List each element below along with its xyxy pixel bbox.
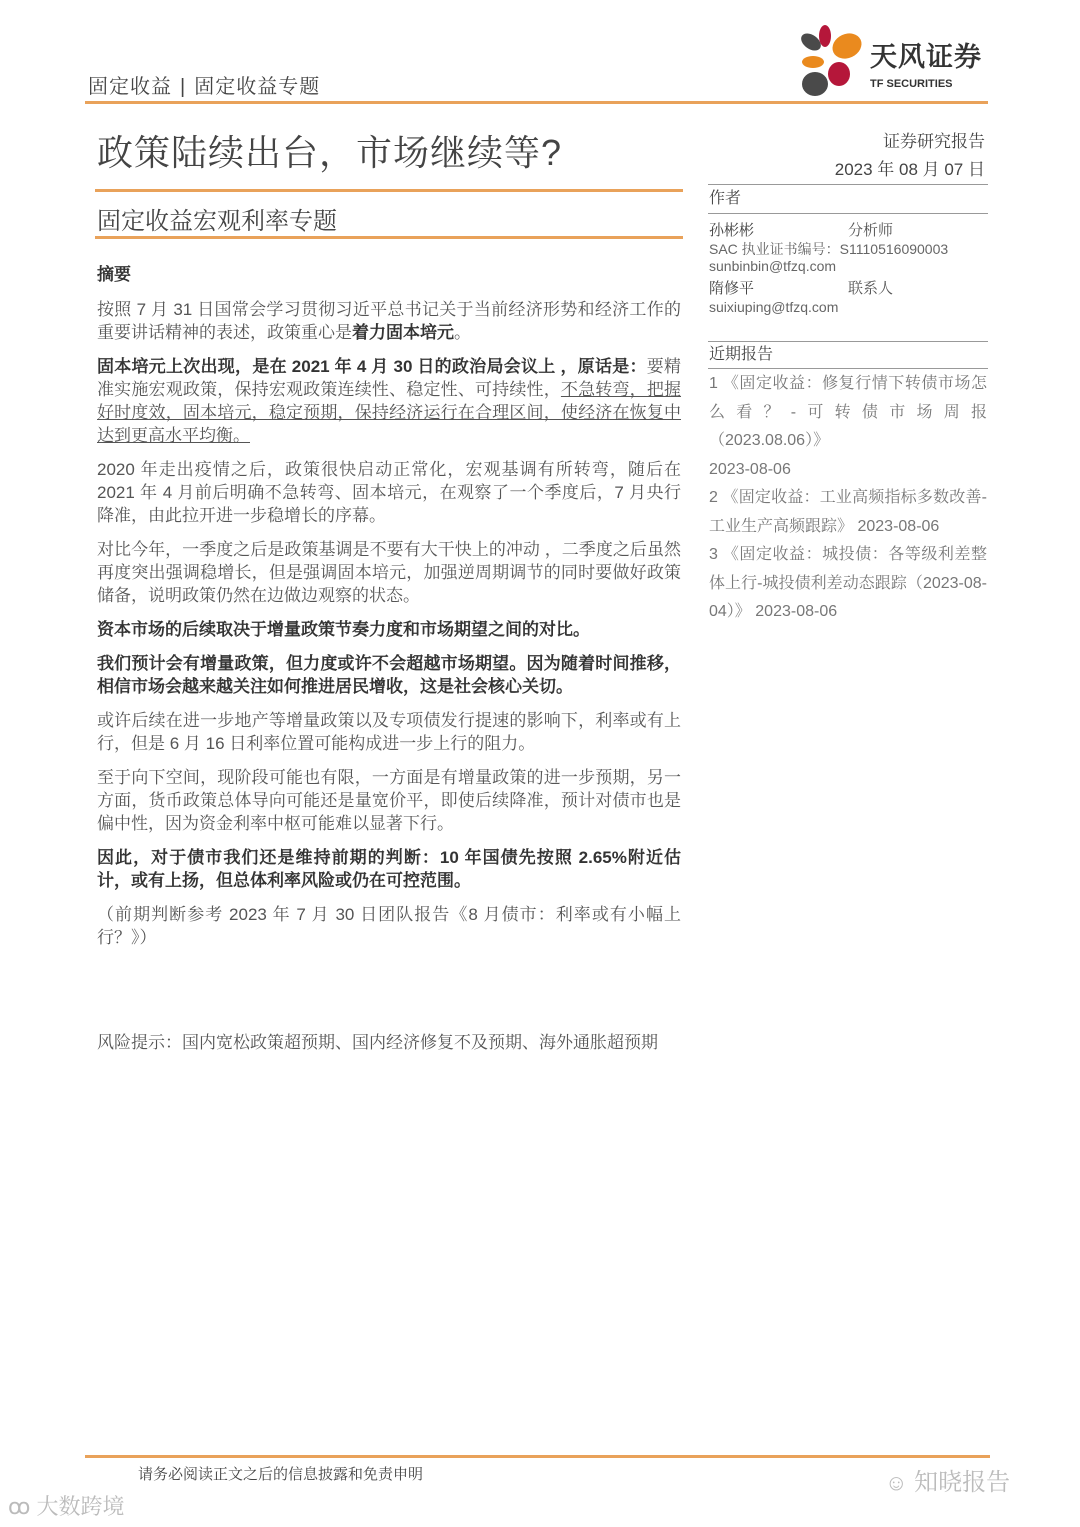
subtitle-divider	[95, 236, 683, 239]
author-cert: SAC 执业证书编号：S1110516090003	[709, 241, 949, 257]
text: 要精准实施宏观政策，保持宏观政策连续性、稳定性、可持续性，	[97, 357, 682, 399]
recent-report-title[interactable]: 2 《固定收益：工业高频指标多数改善-工业生产高频跟踪》	[709, 489, 987, 535]
authors-list	[709, 220, 989, 316]
authors-heading: 作者	[709, 190, 742, 207]
divider	[708, 368, 988, 369]
recent-report-item[interactable]	[709, 370, 987, 484]
author-role: 联系人	[848, 280, 894, 297]
author-email[interactable]: sunbinbin@tfzq.com	[709, 258, 837, 274]
recent-reports-heading: 近期报告	[709, 346, 774, 363]
text-emphasis: 固本培元上次出现，是在 2021 年 4 月 30 日的政治局会议上 ，原话是：	[97, 357, 647, 376]
watermark-left	[8, 1494, 125, 1520]
recent-report-title[interactable]: 3 《固定收益：城投债：各等级利差整体上行-城投债利差动态跟踪（2023-08-04）》	[709, 546, 987, 620]
breadcrumb-item[interactable]: 固定收益专题	[194, 76, 321, 98]
recent-report-item[interactable]	[709, 541, 987, 627]
risk-warning: 风险提示：国内宽松政策超预期、国内经济修复不及预期、海外通胀超预期	[97, 1033, 658, 1052]
summary-paragraph: 我们预计会有增量政策，但力度或许不会超越市场期望。因为随着时间推移，相信市场会越来越关注如何推进居民增收，这是社会核心关切。	[97, 654, 681, 696]
report-title: 政策陆续出台，市场继续等?	[97, 132, 563, 173]
author-row	[709, 220, 989, 241]
recent-reports-list	[709, 370, 987, 627]
brand-name-cn: 天风证券	[870, 42, 982, 72]
divider	[708, 184, 988, 185]
title-divider	[95, 189, 683, 192]
summary-paragraph: 2020 年走出疫情之后，政策很快启动正常化，宏观基调有所转弯，随后在 2021 年 4 月前后明确不急转弯、固本培元，在观察了一个季度后，7 月央行降准，由此拉开进一步稳增长的序幕。	[97, 460, 681, 525]
summary-paragraph: 资本市场的后续取决于增量政策节奏力度和市场期望之间的对比。	[97, 620, 590, 639]
author-role: 分析师	[848, 222, 894, 239]
wechat-icon: ☺	[885, 1470, 908, 1495]
recent-report-date: 2023-08-06	[755, 603, 838, 620]
author-row	[709, 278, 989, 299]
recent-report-date: 2023-08-06	[857, 517, 940, 535]
watermark-text: 知晓报告	[914, 1469, 1011, 1496]
report-date: 2023 年 08 月 07 日	[834, 160, 985, 179]
text: 。	[454, 323, 471, 342]
watermark-logo-icon: ꝏ	[8, 1494, 31, 1519]
summary-heading: 摘要	[97, 265, 131, 284]
author-email[interactable]: suixiuping@tfzq.com	[709, 299, 839, 315]
disclaimer-link[interactable]: 请务必阅读正文之后的信息披露和免责申明	[138, 1466, 424, 1483]
author-name: 孙彬彬	[709, 222, 755, 239]
summary-paragraph	[97, 355, 681, 447]
breadcrumb-separator: |	[180, 76, 187, 98]
recent-report-item[interactable]	[709, 484, 987, 541]
summary-paragraph: （前期判断参考 2023 年 7 月 30 日团队报告《8 月债市：利率或有小幅上行？》）	[97, 905, 681, 947]
report-type: 证券研究报告	[883, 132, 985, 151]
summary-paragraph: 至于向下空间，现阶段可能也有限，一方面是有增量政策的进一步预期，另一方面，货币政策总体导向可能还是量宽价平，即使后续降准，预计对债市也是偏中性，因为资金利率中枢可能难以显著下行。	[97, 768, 681, 833]
text-underlined: 不急转弯，把握好时度效，固本培元，稳定预期，保持经济运行在合理区间，使经济在恢复中达到更高水平均衡。	[97, 380, 682, 445]
summary-paragraph: 对比今年，一季度之后是政策基调是不要有大干快上的冲动 ，二季度之后虽然再度突出强调稳增长，但是强调固本培元，加强逆周期调节的同时要做好政策储备，说明政策仍然在边做边观察的状态。	[97, 540, 681, 605]
author-name: 隋修平	[709, 280, 755, 297]
recent-report-date: 2023-08-06	[709, 460, 791, 478]
divider	[708, 341, 988, 342]
watermark-text: 大数跨境	[36, 1494, 125, 1519]
recent-report-title[interactable]: 1 《固定收益：修复行情下转债市场怎么看？-可转债市场周报（2023.08.06）》	[709, 375, 987, 449]
brand-name-en: TF SECURITIES	[870, 78, 953, 90]
report-subtitle: 固定收益宏观利率专题	[97, 208, 337, 235]
summary-section	[97, 263, 681, 1065]
header-divider	[85, 101, 988, 104]
breadcrumb	[88, 70, 320, 99]
watermark-right	[885, 1462, 1010, 1497]
tf-securities-logo-icon	[797, 24, 867, 98]
footer-divider	[85, 1455, 990, 1458]
summary-paragraph	[97, 298, 681, 344]
breadcrumb-item[interactable]: 固定收益	[88, 76, 172, 98]
summary-paragraph: 或许后续在进一步地产等增量政策以及专项债发行提速的影响下，利率或有上行，但是 6 月 16 日利率位置可能构成进一步上行的阻力。	[97, 711, 681, 753]
summary-paragraph: 因此，对于债市我们还是维持前期的判断：10 年国债先按照 2.65%附近估计，或有上扬，但总体利率风险或仍在可控范围。	[97, 848, 681, 890]
divider	[708, 213, 988, 214]
text-emphasis: 着力固本培元	[352, 323, 454, 342]
text: 按照 7 月 31 日国常会学习贯彻习近平总书记关于当前经济形势和经济工作的重要讲话精神的表述，政策重心是	[97, 300, 681, 342]
